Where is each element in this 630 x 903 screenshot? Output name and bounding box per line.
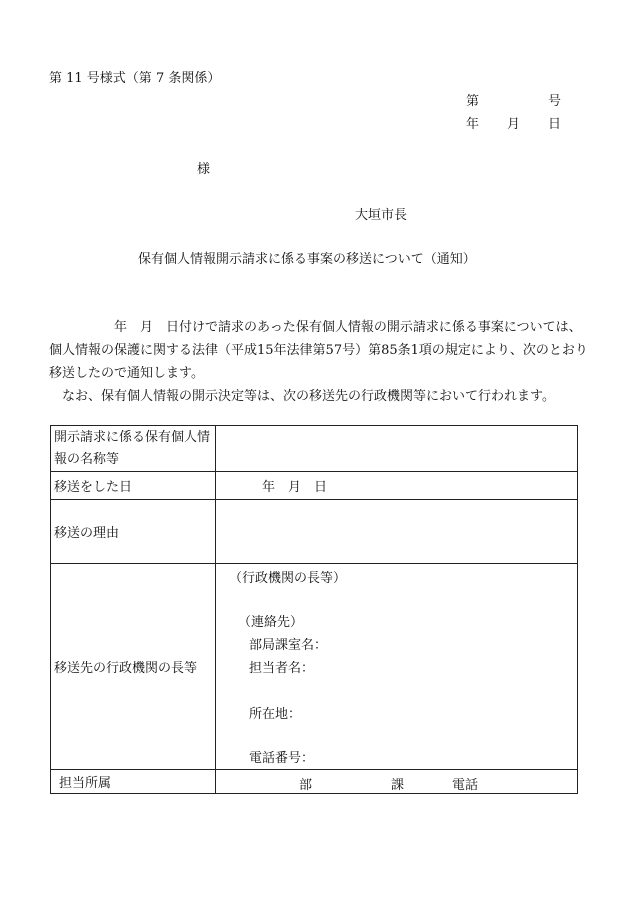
- table-row: [51, 564, 578, 770]
- destination-agency-label: 移送先の行政機関の長等: [51, 564, 216, 770]
- table-row: [51, 500, 578, 564]
- table-row: [51, 472, 578, 500]
- info-name-value: [216, 426, 578, 472]
- addressee-suffix: 様: [197, 162, 211, 177]
- phone-number-label: 電話番号：: [249, 751, 315, 766]
- form-number: 第 11 号様式（第 7 条関係）: [49, 71, 221, 86]
- person-in-charge-label: 担当者名：: [249, 661, 315, 676]
- address-label: 所在地：: [249, 707, 302, 722]
- document-title: 保有個人情報開示請求に係る事案の移送について（通知）: [138, 252, 476, 267]
- year-label: 年: [466, 117, 480, 132]
- ka-label: 課: [391, 778, 405, 793]
- transfer-date-text: 年 月 日: [262, 480, 328, 495]
- destination-agency-value: [216, 564, 578, 770]
- transfer-date-value: [216, 472, 578, 500]
- body-text: [49, 316, 589, 408]
- number-suffix: 号: [548, 94, 562, 109]
- sender-name: 大垣市長: [355, 208, 408, 223]
- month-label: 月: [507, 117, 521, 132]
- responsible-dept-label: 担当所属: [51, 770, 216, 794]
- contact-label: （連絡先）: [238, 615, 304, 630]
- transfer-date-label: 移送をした日: [51, 472, 216, 500]
- phone-label: 電話: [452, 778, 479, 793]
- department-label: 部局課室名：: [249, 638, 328, 653]
- number-prefix: 第: [466, 94, 480, 109]
- responsible-dept-value: [216, 770, 578, 794]
- transfer-details-table: [50, 425, 578, 794]
- table-row: [51, 770, 578, 794]
- info-name-label: 開示請求に係る保有個人情報の名称等: [51, 426, 216, 472]
- body-paragraph-1: 年 月 日付けで請求のあった保有個人情報の開示請求に係る事案については、個人情報の保護に関する法律（平成15年法律第57号）第85条1項の規定により、次のとおり移送したので通知します。: [49, 320, 588, 381]
- table-row: [51, 426, 578, 472]
- bu-label: 部: [299, 778, 313, 793]
- body-paragraph-2: なお、保有個人情報の開示決定等は、次の移送先の行政機関等において行われます。: [49, 389, 555, 404]
- document-number-date-block: [466, 90, 561, 136]
- day-label: 日: [548, 117, 562, 132]
- transfer-reason-value: [216, 500, 578, 564]
- transfer-reason-label: 移送の理由: [51, 500, 216, 564]
- agency-head-label: （行政機関の長等）: [229, 571, 347, 586]
